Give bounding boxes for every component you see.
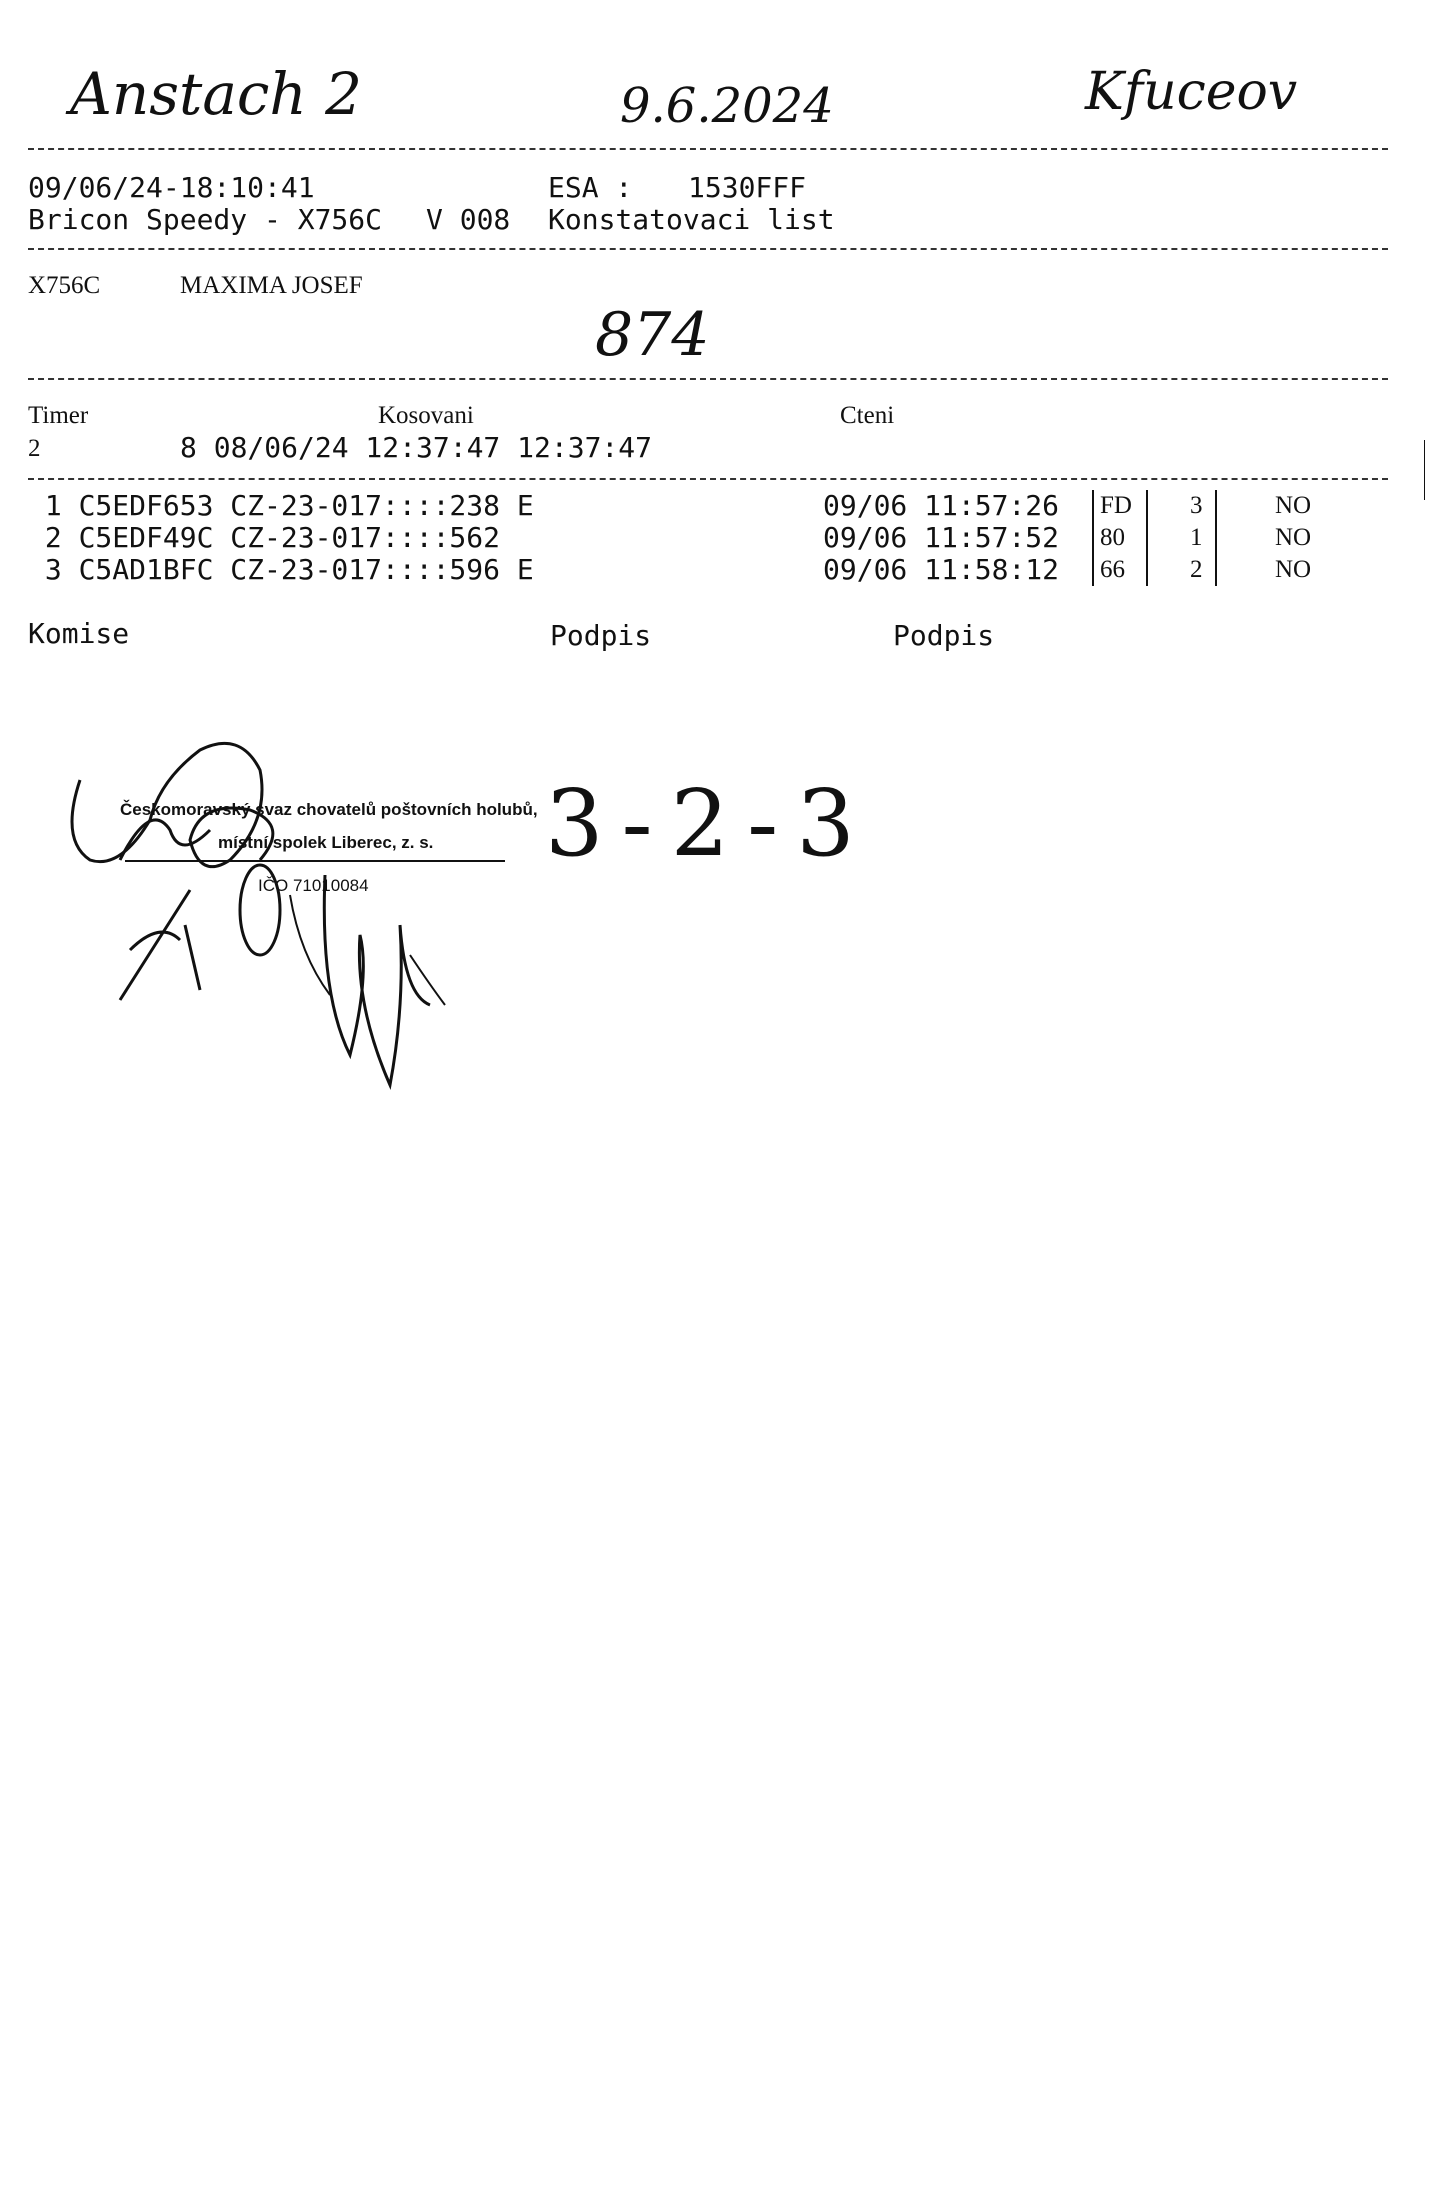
timestamp: 09/06/24-18:10:41 bbox=[28, 171, 315, 204]
table-row-time: 09/06 11:57:26 bbox=[823, 489, 1060, 522]
doc-type: Konstatovaci list bbox=[548, 203, 835, 236]
cteni-label: Cteni bbox=[840, 402, 895, 429]
stamp-line-1: Českomoravský svaz chovatelů poštovních holubů, bbox=[120, 800, 538, 819]
table-row-col-a: FD bbox=[1100, 492, 1132, 519]
table-row-col-b: 3 bbox=[1190, 492, 1203, 519]
table-row-time: 09/06 11:58:12 bbox=[823, 553, 1060, 586]
divider bbox=[28, 478, 1388, 480]
table-row-col-c: NO bbox=[1275, 556, 1312, 583]
divider bbox=[28, 248, 1388, 250]
table-column-rule bbox=[1092, 490, 1094, 586]
stamp-line-3: IČO 71010084 bbox=[258, 876, 369, 895]
device-version: V 008 bbox=[426, 203, 511, 236]
divider bbox=[28, 378, 1388, 380]
stamp-line-2: místní spolek Liberec, z. s. bbox=[218, 833, 434, 852]
esa-label: ESA : bbox=[548, 171, 633, 204]
member-name: MAXIMA JOSEF bbox=[180, 272, 363, 299]
kosovani-label: Kosovani bbox=[378, 402, 474, 429]
handwritten-header-left: Anstach 2 bbox=[70, 60, 363, 128]
podpis-label-1: Podpis bbox=[550, 619, 652, 652]
table-row-left: 2 C5EDF49C CZ-23-017::::562 bbox=[28, 521, 501, 554]
table-row-col-b: 2 bbox=[1190, 556, 1203, 583]
table-row-left: 3 C5AD1BFC CZ-23-017::::596 E bbox=[28, 553, 534, 586]
table-row-col-b: 1 bbox=[1190, 524, 1203, 551]
margin-mark bbox=[1424, 440, 1425, 500]
timer-value: 2 bbox=[28, 435, 41, 462]
table-row-col-c: NO bbox=[1275, 524, 1312, 551]
device-name: Bricon Speedy - X756C bbox=[28, 203, 383, 236]
esa-value: 1530FFF bbox=[688, 171, 807, 204]
timer-label: Timer bbox=[28, 402, 89, 429]
komise-label: Komise bbox=[28, 617, 130, 650]
divider bbox=[28, 148, 1388, 150]
podpis-label-2: Podpis bbox=[893, 619, 995, 652]
table-row-left: 1 C5EDF653 CZ-23-017::::238 E bbox=[28, 489, 534, 522]
table-row-col-a: 80 bbox=[1100, 524, 1125, 551]
table-column-rule bbox=[1146, 490, 1148, 586]
table-column-rule bbox=[1215, 490, 1217, 586]
kosovani-value: 8 08/06/24 12:37:47 12:37:47 bbox=[180, 431, 653, 464]
signature-3-icon bbox=[230, 855, 460, 1095]
handwritten-number: 874 bbox=[595, 300, 710, 370]
table-row-time: 09/06 11:57:52 bbox=[823, 521, 1060, 554]
table-row-col-a: 66 bbox=[1100, 556, 1125, 583]
handwritten-header-right: Kfuceov bbox=[1085, 62, 1298, 122]
handwritten-date: 9.6.2024 bbox=[620, 78, 834, 134]
signature-2-icon bbox=[110, 880, 230, 1020]
member-code: X756C bbox=[28, 272, 101, 299]
handwritten-score: 3-2-3 bbox=[545, 770, 873, 877]
table-row-col-c: NO bbox=[1275, 492, 1312, 519]
